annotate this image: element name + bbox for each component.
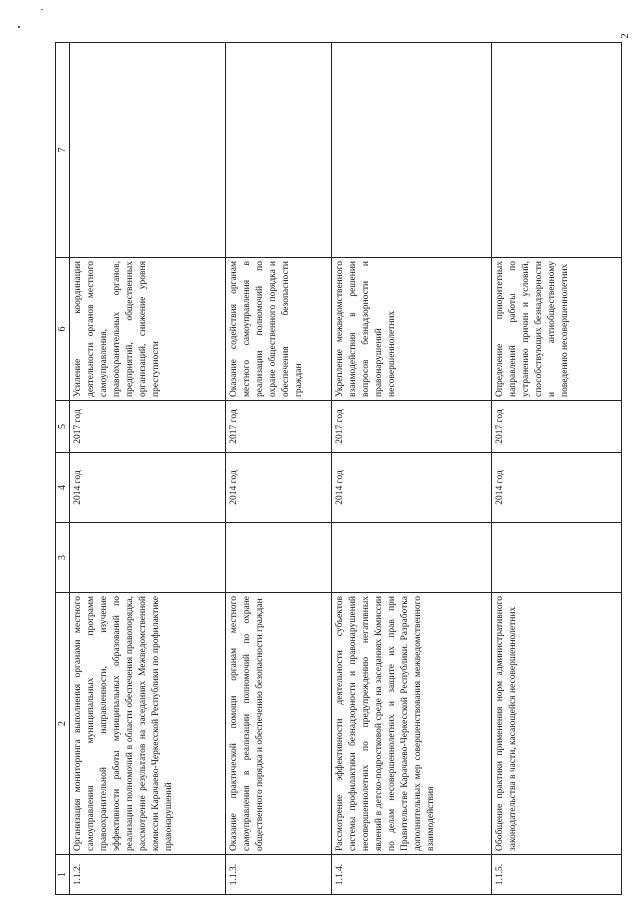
start-date-cell: 2014 год [332, 453, 492, 523]
empty-cell [70, 43, 226, 258]
empty-cell [492, 523, 622, 593]
result-cell: Укрепление межведомственного взаимодействия в решении вопросов безнадзорности и правонарушений несовершеннолетних [332, 258, 492, 401]
end-date-cell: 2017 год [332, 401, 492, 453]
end-date-cell: 2017 год [226, 401, 332, 453]
page-number: 2 [618, 33, 631, 39]
table-row [70, 43, 226, 895]
row-number: 1.1.3. [226, 855, 332, 895]
result-cell: Усиление координации деятельности органов местного самоуправления, правоохранительных органов, предприятий, общественных организаций, снижение уровня преступности [70, 258, 226, 401]
start-date-cell: 2014 год [226, 453, 332, 523]
start-date-cell: 2014 год [492, 453, 622, 523]
column-header: 2 [56, 593, 70, 855]
result-cell: Оказание содействия органам местного самоуправления в реализации полномочий по охране общественного порядка и обеспечения безопасности граждан [226, 258, 332, 401]
column-header: 7 [56, 43, 70, 258]
column-header: 4 [56, 453, 70, 523]
start-date-cell: 2014 год [70, 453, 226, 523]
column-header: 6 [56, 258, 70, 401]
empty-cell [332, 43, 492, 258]
result-cell: Определение приоритетных направлений работы по устранению причин и условий, способствующих безнадзорности и антиобщественному поведению несовершеннолетних [492, 258, 622, 401]
activity-cell: Организация мониторинга выполнения органами местного самоуправления муниципальных программ правоохранительной направленности, изучение эффективности работы муниципальных образований по реализации полномочий в области обеспечения правопорядка, рассмотрение результатов на заседаниях Межведомственной комиссии Карачаево-Черкесской Республики по профилактике правонарушений [70, 593, 226, 855]
empty-cell [70, 523, 226, 593]
table-row [492, 43, 622, 895]
end-date-cell: 2017 год [492, 401, 622, 453]
row-number: 1.1.5. [492, 855, 622, 895]
scan-speck [41, 9, 43, 10]
row-number: 1.1.4. [332, 855, 492, 895]
empty-cell [226, 523, 332, 593]
end-date-cell: 2017 год [70, 401, 226, 453]
empty-cell [226, 43, 332, 258]
empty-cell [332, 523, 492, 593]
activity-cell: Рассмотрение эффективности деятельности субъектов системы профилактики безнадзорности и правонарушений несовершеннолетних по предупреждению негативных явлений в детско-подростковой среде на заседаниях Комиссии по делам несовершеннолетних и защите их прав при Правительстве Карачаево-Черкесской Республики. Разработка дополнительных мер совершенствования межведомственного взаимодействия [332, 593, 492, 855]
scan-speck [18, 26, 20, 28]
table-row [226, 43, 332, 895]
activity-cell: Обобщение практики применения норм административного законодательства в части, касающейся несовершеннолетних [492, 593, 622, 855]
activity-cell: Оказание практической помощи органам местного самоуправления в реализации полномочий по охране общественного порядка и обеспечению безопасности граждан [226, 593, 332, 855]
column-header: 1 [56, 855, 70, 895]
rotated-table-container [55, 43, 622, 895]
column-header: 5 [56, 401, 70, 453]
header-row [56, 43, 70, 895]
row-number: 1.1.2. [70, 855, 226, 895]
empty-cell [492, 43, 622, 258]
measures-table [55, 42, 622, 895]
column-header: 3 [56, 523, 70, 593]
table-row [332, 43, 492, 895]
